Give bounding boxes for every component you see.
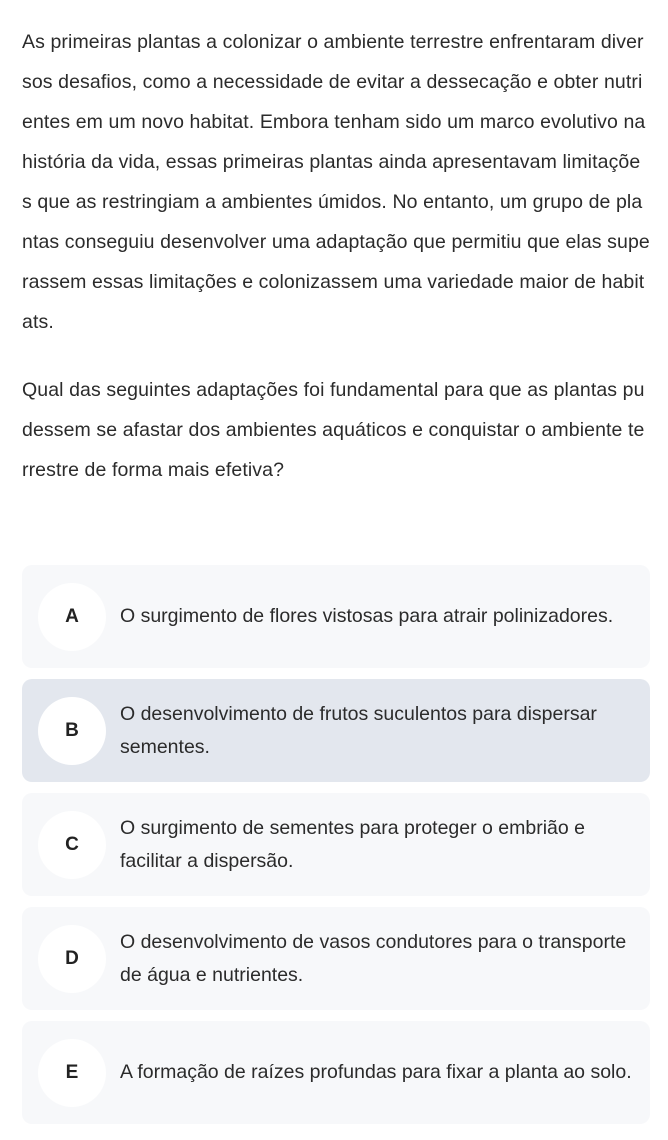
question-content <box>22 22 650 490</box>
option-letter: C <box>38 811 106 879</box>
option-text: O desenvolvimento de vasos condutores para o transporte de água e nutrientes. <box>120 930 627 986</box>
option-text: O surgimento de sementes para proteger o embrião e facilitar a dispersão. <box>120 816 586 872</box>
option-d[interactable] <box>22 907 650 1010</box>
option-a[interactable] <box>22 565 650 668</box>
question-text: Qual das seguintes adaptações foi fundamental para que as plantas pudessem se afastar dos ambientes aquáticos e conquistar o ambiente terrestre de forma mais efetiva? <box>22 379 645 481</box>
option-letter: A <box>38 583 106 651</box>
option-text: O surgimento de flores vistosas para atrair polinizadores. <box>120 605 614 627</box>
option-b[interactable] <box>22 679 650 782</box>
option-text: O desenvolvimento de frutos suculentos para dispersar sementes. <box>120 702 597 758</box>
option-e[interactable] <box>22 1021 650 1124</box>
option-c[interactable] <box>22 793 650 896</box>
passage-text: As primeiras plantas a colonizar o ambiente terrestre enfrentaram diversos desafios, como a necessidade de evitar a dessecação e obter nutrientes em um novo habitat. Embora tenham sido um marco evolutivo na história da vida, essas primeiras plantas ainda apresentavam limitações que as restringiam a ambientes úmidos. No entanto, um grupo de plantas conseguiu desenvolver uma adaptação que permitiu que elas superassem essas limitações e colonizassem uma variedade maior de habitats. <box>22 31 650 333</box>
option-letter: D <box>38 925 106 993</box>
option-letter: B <box>38 697 106 765</box>
answer-options <box>22 565 650 1135</box>
option-text: A formação de raízes profundas para fixar a planta ao solo. <box>120 1061 632 1083</box>
option-letter: E <box>38 1039 106 1107</box>
